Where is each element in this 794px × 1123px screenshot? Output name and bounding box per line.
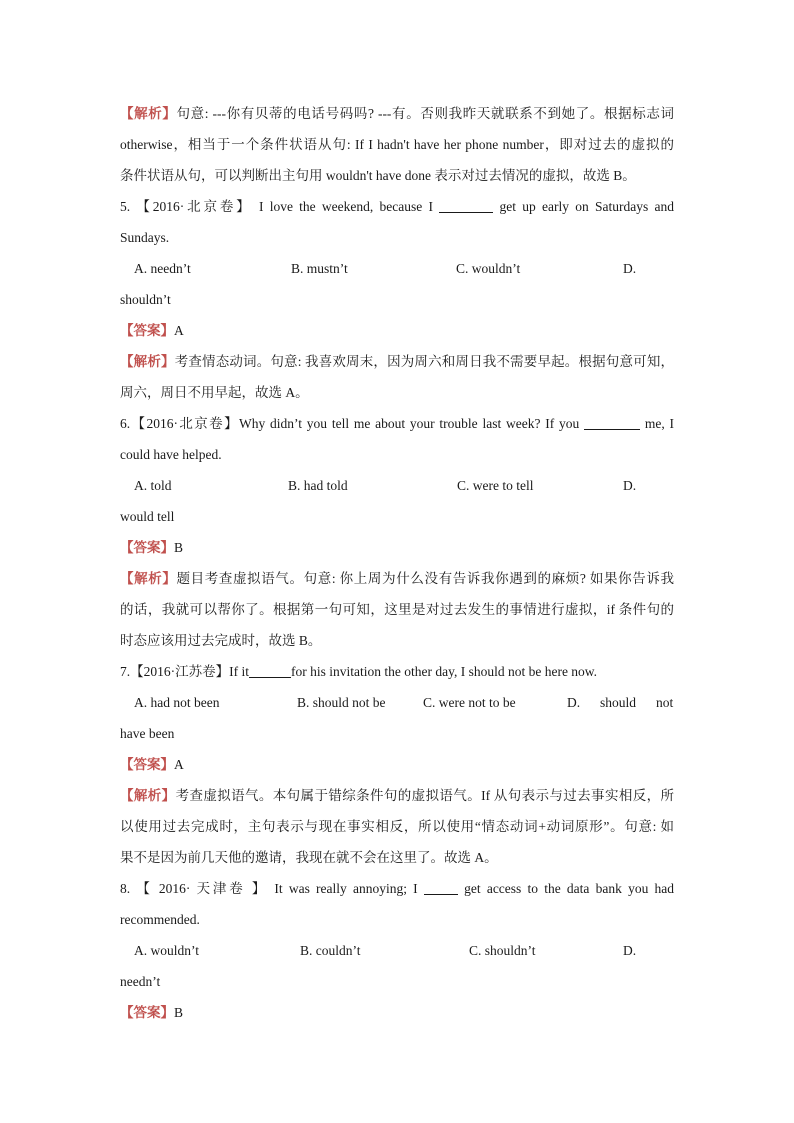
q7-source: 【2016·江苏卷】 [130, 664, 230, 679]
answer-tag: 【答案】 [120, 757, 174, 772]
q7-blank [249, 663, 291, 678]
q7-stem: 7.【2016·江苏卷】If it for his invitation the other day, I should not be here now. [120, 664, 598, 679]
q6-blank [584, 415, 640, 430]
q5-options [120, 253, 674, 284]
q6-option-b: B. had told [288, 478, 348, 493]
q4-analysis-line-1: 【解析】句意: ---你有贝蒂的电话号码吗? ---有。否则我昨天就联系不到她了。根据标志词 [120, 106, 675, 121]
q8-options [120, 935, 674, 966]
q7-option-d-word-2: not [656, 695, 674, 710]
q8-answer: 【答案】B [120, 1005, 184, 1020]
q6-answer: 【答案】B [120, 540, 184, 555]
analysis-tag: 【解析】 [120, 571, 177, 586]
q6-stem: 6.【2016·北京卷】Why didn’t you tell me about your trouble last week? If you me, I [120, 416, 675, 431]
analysis-tag: 【解析】 [120, 106, 177, 121]
q5-stem: 5. 【2016·北京卷】 I love the weekend, because I get up early on Saturdays and [120, 199, 675, 214]
q5-option-d: D. [623, 261, 637, 276]
q7-option-d: D. [567, 695, 581, 710]
q8-option-c: C. shouldn’t [469, 943, 536, 958]
q8-stem: 8. 【 2016· 天津卷 】 It was really annoying; I get access to the data bank you had [120, 881, 675, 896]
q5-option-b: B. mustn’t [291, 261, 348, 276]
q6-option-a: A. told [134, 478, 172, 493]
q8-option-b: B. couldn’t [300, 943, 361, 958]
q7-answer: 【答案】A [120, 757, 184, 772]
q5-source: 【2016·北京卷】 [136, 199, 253, 214]
q7-option-b: B. should not be [297, 695, 386, 710]
q4-analysis-line-2: otherwise，相当于一个条件状语从句: If I hadn't have her phone number，即对过去的虚拟的 [120, 137, 674, 152]
q7-analysis-line-3: 果不是因为前几天他的邀请，我现在就不会在这里了。故选 A。 [120, 850, 498, 865]
q7-analysis-line-2: 以使用过去完成时，主句表示与现在事实相反，所以使用“情态动词+动词原形”。句意: 如 [120, 819, 674, 834]
q6-source: 【2016·北京卷】 [130, 416, 239, 431]
answer-tag: 【答案】 [120, 323, 174, 338]
q6-option-d: D. [623, 478, 637, 493]
analysis-tag: 【解析】 [120, 354, 175, 369]
q5-stem-line-2: Sundays. [120, 230, 170, 245]
analysis-tag: 【解析】 [120, 788, 176, 803]
q8-option-d-text: needn’t [120, 974, 161, 989]
q4-analysis-line-3: 条件状语从句，可以判断出主句用 wouldn't have done 表示对过去情况的虚拟，故选 B。 [120, 168, 636, 183]
q8-option-d: D. [623, 943, 637, 958]
answer-tag: 【答案】 [120, 540, 174, 555]
q5-blank [439, 198, 493, 213]
q5-analysis-line-2: 周六，周日不用早起，故选 A。 [120, 385, 309, 400]
q8-option-a: A. wouldn’t [134, 943, 200, 958]
q5-answer: 【答案】A [120, 323, 184, 338]
q6-analysis-line-2: 的话，我就可以帮你了。根据第一句可知，这里是对过去发生的事情进行虚拟，if 条件句的 [120, 602, 674, 617]
q5-analysis-line-1: 【解析】考查情态动词。句意: 我喜欢周末，因为周六和周日我不需要早起。根据句意可知， [120, 354, 674, 369]
q7-analysis-line-1: 【解析】考查虚拟语气。本句属于错综条件句的虚拟语气。If 从句表示与过去事实相反，所 [120, 788, 675, 803]
q7-option-d-text: have been [120, 726, 175, 741]
q5-option-c: C. wouldn’t [456, 261, 521, 276]
q7-option-d-word-1: should [600, 695, 637, 710]
q6-option-d-text: would tell [120, 509, 175, 524]
q8-stem-line-2: recommended. [120, 912, 200, 927]
q5-option-d-text: shouldn’t [120, 292, 171, 307]
answer-tag: 【答案】 [120, 1005, 174, 1020]
q6-analysis-line-1: 【解析】题目考查虚拟语气。句意: 你上周为什么没有告诉我你遇到的麻烦? 如果你告诉我 [120, 571, 674, 586]
q6-analysis-line-3: 时态应该用过去完成时，故选 B。 [120, 633, 322, 648]
q6-stem-line-2: could have helped. [120, 447, 222, 462]
q6-options [120, 470, 674, 501]
q8-source: 【 2016· 天津卷 】 [136, 881, 269, 896]
q7-option-a: A. had not been [134, 695, 220, 710]
q5-option-a: A. needn’t [134, 261, 191, 276]
q8-blank [424, 880, 458, 895]
q7-options [120, 687, 674, 718]
document-page [120, 98, 674, 1028]
q6-option-c: C. were to tell [457, 478, 534, 493]
q7-option-c: C. were not to be [423, 695, 516, 710]
